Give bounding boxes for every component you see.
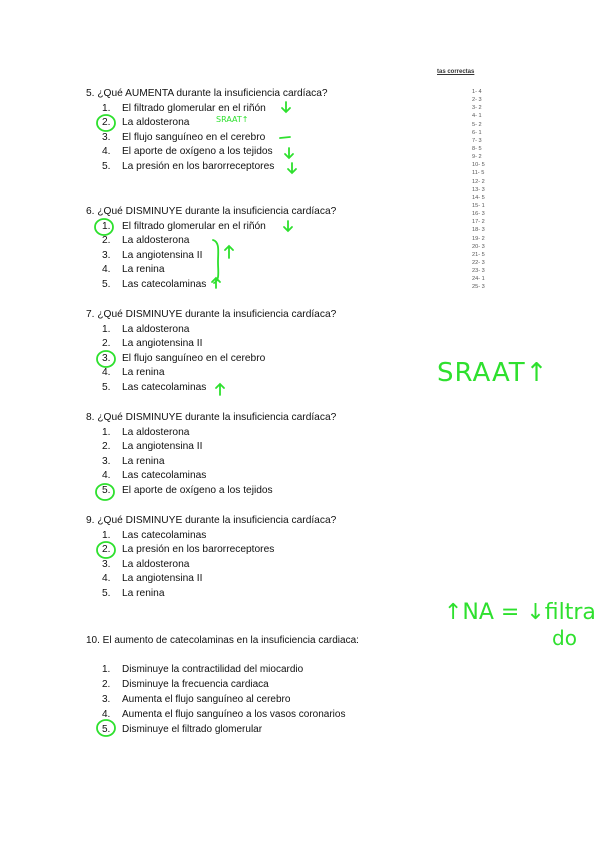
option-text: La renina — [122, 587, 165, 599]
option-number: 3. — [102, 558, 111, 570]
option-item — [86, 116, 328, 131]
option-item — [86, 543, 336, 558]
handwritten-note-na-line1: ↑NA = ↓filtra — [444, 600, 596, 625]
question-10 — [86, 633, 359, 737]
option-text: Disminuye la frecuencia cardiaca — [122, 679, 269, 690]
answer-key-row: 23- 3 — [472, 268, 485, 275]
option-text: Las catecolaminas — [122, 381, 207, 393]
option-text: Disminuye el filtrado glomerular — [122, 724, 263, 735]
option-number: 4. — [102, 146, 111, 158]
answer-key-row: 14- 5 — [472, 194, 485, 201]
option-number: 5. — [102, 724, 111, 735]
option-list — [86, 529, 336, 602]
option-number: 5. — [102, 587, 111, 599]
option-item — [86, 558, 336, 573]
option-text: La presión en los barorreceptores — [122, 160, 275, 172]
option-number: 3. — [102, 694, 111, 705]
question-9 — [86, 514, 336, 602]
option-item — [86, 426, 336, 441]
option-number: 2. — [102, 117, 111, 129]
option-list — [86, 662, 359, 737]
option-list — [86, 323, 336, 396]
answer-key-row: 3- 2 — [472, 105, 482, 112]
option-number: 2. — [102, 338, 111, 350]
handwritten-note-sraat-small: SRAAT↑ — [216, 115, 249, 124]
option-number: 4. — [102, 573, 111, 585]
option-text: La renina — [122, 455, 165, 467]
option-list — [86, 220, 336, 293]
option-number: 3. — [102, 455, 111, 467]
question-title: 9. ¿Qué DISMINUYE durante la insuficiencia cardíaca? — [86, 515, 337, 526]
handwritten-note-na-line2: do — [552, 626, 577, 650]
option-text: La angiotensina II — [122, 249, 203, 261]
answer-key-row: 12- 2 — [472, 178, 485, 185]
option-number: 5. — [102, 278, 111, 290]
option-list — [86, 426, 336, 499]
option-text: La angiotensina II — [122, 338, 203, 350]
option-item — [86, 160, 328, 175]
option-item — [86, 529, 336, 544]
option-item — [86, 234, 336, 249]
option-number: 1. — [102, 426, 111, 438]
option-number: 5. — [102, 381, 111, 393]
option-text: La renina — [122, 264, 165, 276]
option-number: 1. — [102, 529, 111, 541]
answer-key-row: 2- 3 — [472, 97, 482, 104]
option-text: El aporte de oxígeno a los tejidos — [122, 484, 273, 496]
option-text: La aldosterona — [122, 117, 190, 129]
option-number: 3. — [102, 131, 111, 143]
answer-key-row: 9- 2 — [472, 154, 482, 161]
question-title: 10. El aumento de catecolaminas en la insuficiencia cardiaca: — [86, 635, 359, 646]
answer-key-row: 15- 1 — [472, 202, 485, 209]
option-number: 1. — [102, 664, 111, 675]
answer-key-row: 19- 2 — [472, 235, 485, 242]
option-text: El flujo sanguíneo en el cerebro — [122, 131, 266, 143]
option-item — [86, 677, 359, 692]
option-item — [86, 484, 336, 499]
option-item — [86, 381, 336, 396]
answer-key-list — [472, 89, 502, 293]
option-item — [86, 337, 336, 352]
option-item — [86, 455, 336, 470]
option-number: 4. — [102, 470, 111, 482]
option-number: 1. — [102, 220, 111, 232]
option-text: La aldosterona — [122, 426, 190, 438]
answer-key-row: 8- 5 — [472, 145, 482, 152]
question-8 — [86, 411, 336, 499]
option-item — [86, 572, 336, 587]
question-title: 6. ¿Qué DISMINUYE durante la insuficiencia cardíaca? — [86, 206, 337, 217]
answer-key-row: 4- 1 — [472, 113, 482, 120]
option-number: 2. — [102, 235, 111, 247]
option-text: La presión en los barorreceptores — [122, 544, 275, 556]
answer-key-row: 1- 4 — [472, 89, 482, 95]
option-text: La aldosterona — [122, 558, 190, 570]
option-text: Las catecolaminas — [122, 470, 207, 482]
answer-key-row: 5- 2 — [472, 121, 482, 128]
option-item — [86, 278, 336, 293]
option-number: 4. — [102, 367, 111, 379]
option-text: El aporte de oxígeno a los tejidos — [122, 146, 273, 158]
question-5 — [86, 87, 328, 175]
option-number: 3. — [102, 249, 111, 261]
option-item — [86, 722, 359, 737]
option-text: El filtrado glomerular en el riñón — [122, 220, 266, 232]
option-item — [86, 692, 359, 707]
option-text: Aumenta el flujo sanguíneo al cerebro — [122, 694, 291, 705]
option-item — [86, 469, 336, 484]
question-6 — [86, 205, 336, 293]
option-item — [86, 440, 336, 455]
option-number: 2. — [102, 679, 111, 690]
option-text: La angiotensina II — [122, 573, 203, 585]
answer-key-row: 20- 3 — [472, 243, 485, 250]
question-title: 5. ¿Qué AUMENTA durante la insuficiencia cardíaca? — [86, 88, 328, 99]
answer-key-row: 16- 3 — [472, 211, 485, 218]
answer-key-row: 21- 5 — [472, 251, 485, 258]
answer-key-row: 11- 5 — [472, 170, 485, 177]
question-title: 8. ¿Qué DISMINUYE durante la insuficiencia cardíaca? — [86, 412, 337, 423]
option-item — [86, 249, 336, 264]
option-item — [86, 707, 359, 722]
answer-key-row: 25- 3 — [472, 284, 485, 291]
option-item — [86, 263, 336, 278]
option-number: 4. — [102, 709, 111, 720]
option-list — [86, 102, 328, 175]
option-number: 4. — [102, 264, 111, 276]
answer-key-row: 18- 3 — [472, 227, 485, 234]
option-text: La angiotensina II — [122, 441, 203, 453]
answer-key-row: 22- 3 — [472, 259, 485, 266]
answer-key-row: 10- 5 — [472, 162, 485, 169]
option-text: El filtrado glomerular en el riñón — [122, 102, 266, 114]
handwritten-note-sraat: SRAAT↑ — [437, 358, 549, 388]
option-number: 2. — [102, 544, 111, 556]
option-number: 1. — [102, 323, 111, 335]
option-text: Disminuye la contractilidad del miocardio — [122, 664, 304, 675]
option-text: Las catecolaminas — [122, 529, 207, 541]
answer-key-row: 24- 1 — [472, 276, 485, 283]
option-number: 1. — [102, 102, 111, 114]
option-item — [86, 662, 359, 677]
option-item — [86, 145, 328, 160]
answer-key-row: 17- 2 — [472, 219, 485, 226]
option-number: 3. — [102, 352, 111, 364]
option-item — [86, 366, 336, 381]
answer-key-row: 6- 1 — [472, 129, 482, 136]
option-number: 2. — [102, 441, 111, 453]
option-text: Las catecolaminas — [122, 278, 207, 290]
option-text: La renina — [122, 367, 165, 379]
answer-key-row: 7- 3 — [472, 137, 482, 144]
question-title: 7. ¿Qué DISMINUYE durante la insuficiencia cardíaca? — [86, 309, 337, 320]
option-text: El flujo sanguíneo en el cerebro — [122, 352, 266, 364]
option-item — [86, 131, 328, 146]
option-text: La aldosterona — [122, 323, 190, 335]
option-number: 5. — [102, 160, 111, 172]
answer-key-row: 13- 3 — [472, 186, 485, 193]
option-item — [86, 102, 328, 117]
option-item — [86, 352, 336, 367]
option-text: Aumenta el flujo sanguíneo a los vasos coronarios — [122, 709, 346, 720]
option-item — [86, 220, 336, 235]
option-item — [86, 587, 336, 602]
option-number: 5. — [102, 484, 111, 496]
option-text: La aldosterona — [122, 235, 190, 247]
option-item — [86, 323, 336, 338]
answer-key-title: tas correctas — [437, 69, 475, 75]
question-7 — [86, 308, 336, 396]
